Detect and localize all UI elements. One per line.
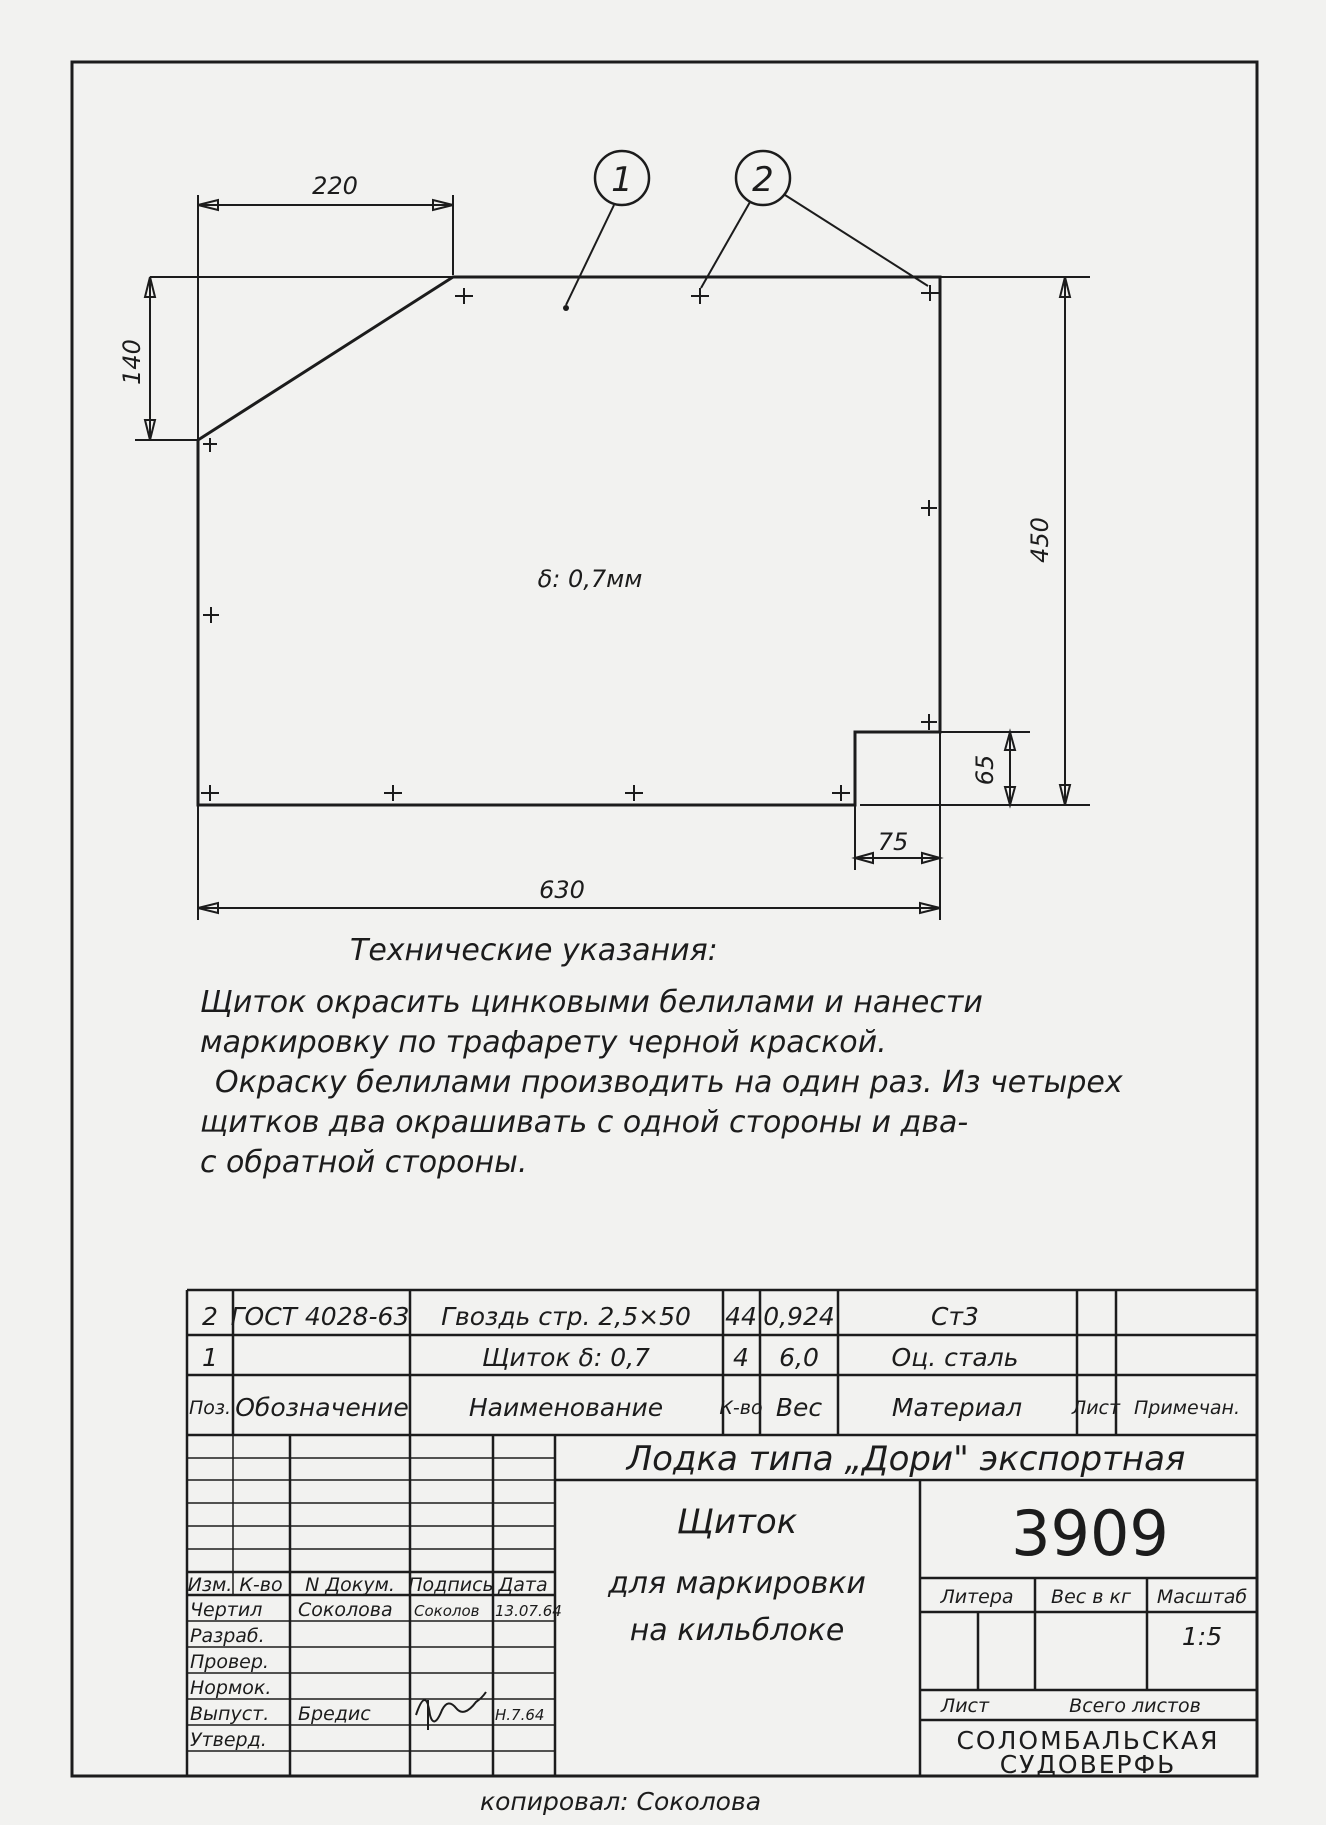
spec-row-2-name: Гвоздь стр. 2,5×50	[441, 1302, 691, 1331]
center-point	[563, 305, 569, 311]
balloon-2	[701, 151, 928, 288]
role-released: Выпуст.	[190, 1703, 270, 1725]
company-line-2: СУДОВЕРФЬ	[999, 1750, 1177, 1779]
spec-row-1-qty: 4	[733, 1343, 749, 1372]
rev-header-sign: Подпись	[408, 1574, 494, 1596]
nail-marks	[201, 285, 939, 801]
title-name-line-1: Щиток	[676, 1502, 798, 1542]
spec-row-1-weight: 6,0	[779, 1343, 819, 1372]
spec-row-1-material: Оц. сталь	[891, 1343, 1019, 1372]
spec-header-name: Наименование	[468, 1393, 664, 1422]
dim-220	[198, 195, 453, 440]
notes-title: Технические указания:	[350, 933, 718, 968]
rev-header-izm: Изм.	[187, 1574, 233, 1596]
spec-row-2-qty: 44	[725, 1302, 757, 1331]
title-block-grid	[555, 1435, 1257, 1776]
notes-line-3: Окраску белилами производить на один раз. Из четырех	[215, 1065, 1123, 1100]
spec-row-1-pos: 1	[202, 1343, 218, 1372]
dim-450	[860, 277, 1090, 805]
spec-row-1-name: Щиток δ: 0,7	[482, 1343, 650, 1372]
notes-line-2: маркировку по трафарету черной краской.	[200, 1025, 887, 1060]
role-released-date: Н.7.64	[495, 1706, 545, 1724]
role-drawn-name: Соколова	[298, 1599, 393, 1621]
notes-line-4: щитков два окрашивать с одной стороны и два-	[200, 1105, 969, 1140]
litera-label: Литера	[940, 1586, 1014, 1608]
rev-header-doc: N Докум.	[305, 1574, 395, 1596]
role-drawn: Чертил	[190, 1599, 263, 1621]
spec-header-designation: Обозначение	[235, 1393, 409, 1422]
dim-75	[855, 732, 940, 920]
spec-row-2-designation: ГОСТ 4028-63	[230, 1302, 410, 1331]
role-drawn-sign: Соколов	[414, 1602, 480, 1620]
spec-header-qty: К-во	[719, 1397, 763, 1419]
dim-65-label: 65	[971, 754, 999, 786]
spec-header-sheet: Лист	[1071, 1397, 1121, 1419]
role-norm-control: Нормок.	[190, 1677, 272, 1699]
balloon-1	[566, 151, 649, 305]
weight-label: Вес в кг	[1051, 1586, 1131, 1608]
total-sheets-label: Всего листов	[1069, 1695, 1201, 1717]
role-checked: Провер.	[190, 1651, 269, 1673]
signature-mark	[416, 1692, 486, 1721]
dim-75-label: 75	[877, 828, 909, 856]
title-name-line-2: для маркировки	[608, 1566, 866, 1601]
spec-row-2-material: Ст3	[931, 1302, 979, 1331]
spec-row-2-pos: 2	[202, 1302, 218, 1331]
title-name-line-3: на кильблоке	[629, 1613, 845, 1648]
dim-450-label: 450	[1026, 517, 1054, 563]
title-project: Лодка типа „Дори" экспортная	[626, 1439, 1186, 1479]
copied-by: копировал: Соколова	[480, 1787, 762, 1816]
role-drawn-date: 13.07.64	[495, 1602, 562, 1620]
scale-label: Масштаб	[1156, 1586, 1248, 1608]
company-line-1: СОЛОМБАЛЬСКАЯ	[956, 1726, 1220, 1755]
dim-630-label: 630	[539, 876, 585, 904]
scale-value: 1:5	[1181, 1622, 1223, 1651]
balloon-2-label: 2	[752, 160, 774, 200]
role-released-name: Бредис	[298, 1703, 371, 1725]
notes-line-1: Щиток окрасить цинковыми белилами и нанести	[200, 985, 983, 1020]
spec-header-weight: Вес	[775, 1393, 823, 1422]
rev-header-date: Дата	[498, 1574, 548, 1596]
dim-140-label: 140	[118, 339, 146, 385]
role-approved: Утверд.	[190, 1729, 267, 1751]
spec-header-note: Примечан.	[1133, 1397, 1241, 1419]
role-developed: Разраб.	[190, 1625, 265, 1647]
balloon-1-label: 1	[611, 160, 633, 200]
spec-header-material: Материал	[891, 1393, 1023, 1422]
notes-line-5: с обратной стороны.	[200, 1145, 528, 1180]
thickness-label: δ: 0,7мм	[537, 565, 643, 593]
sheet-label: Лист	[940, 1695, 990, 1717]
spec-row-2-weight: 0,924	[763, 1302, 835, 1331]
spec-header-pos: Поз.	[188, 1397, 232, 1419]
dim-220-label: 220	[312, 172, 358, 200]
drawing-number: 3909	[1011, 1497, 1169, 1570]
rev-header-kvo: К-во	[239, 1574, 283, 1596]
part-outline	[198, 277, 940, 805]
